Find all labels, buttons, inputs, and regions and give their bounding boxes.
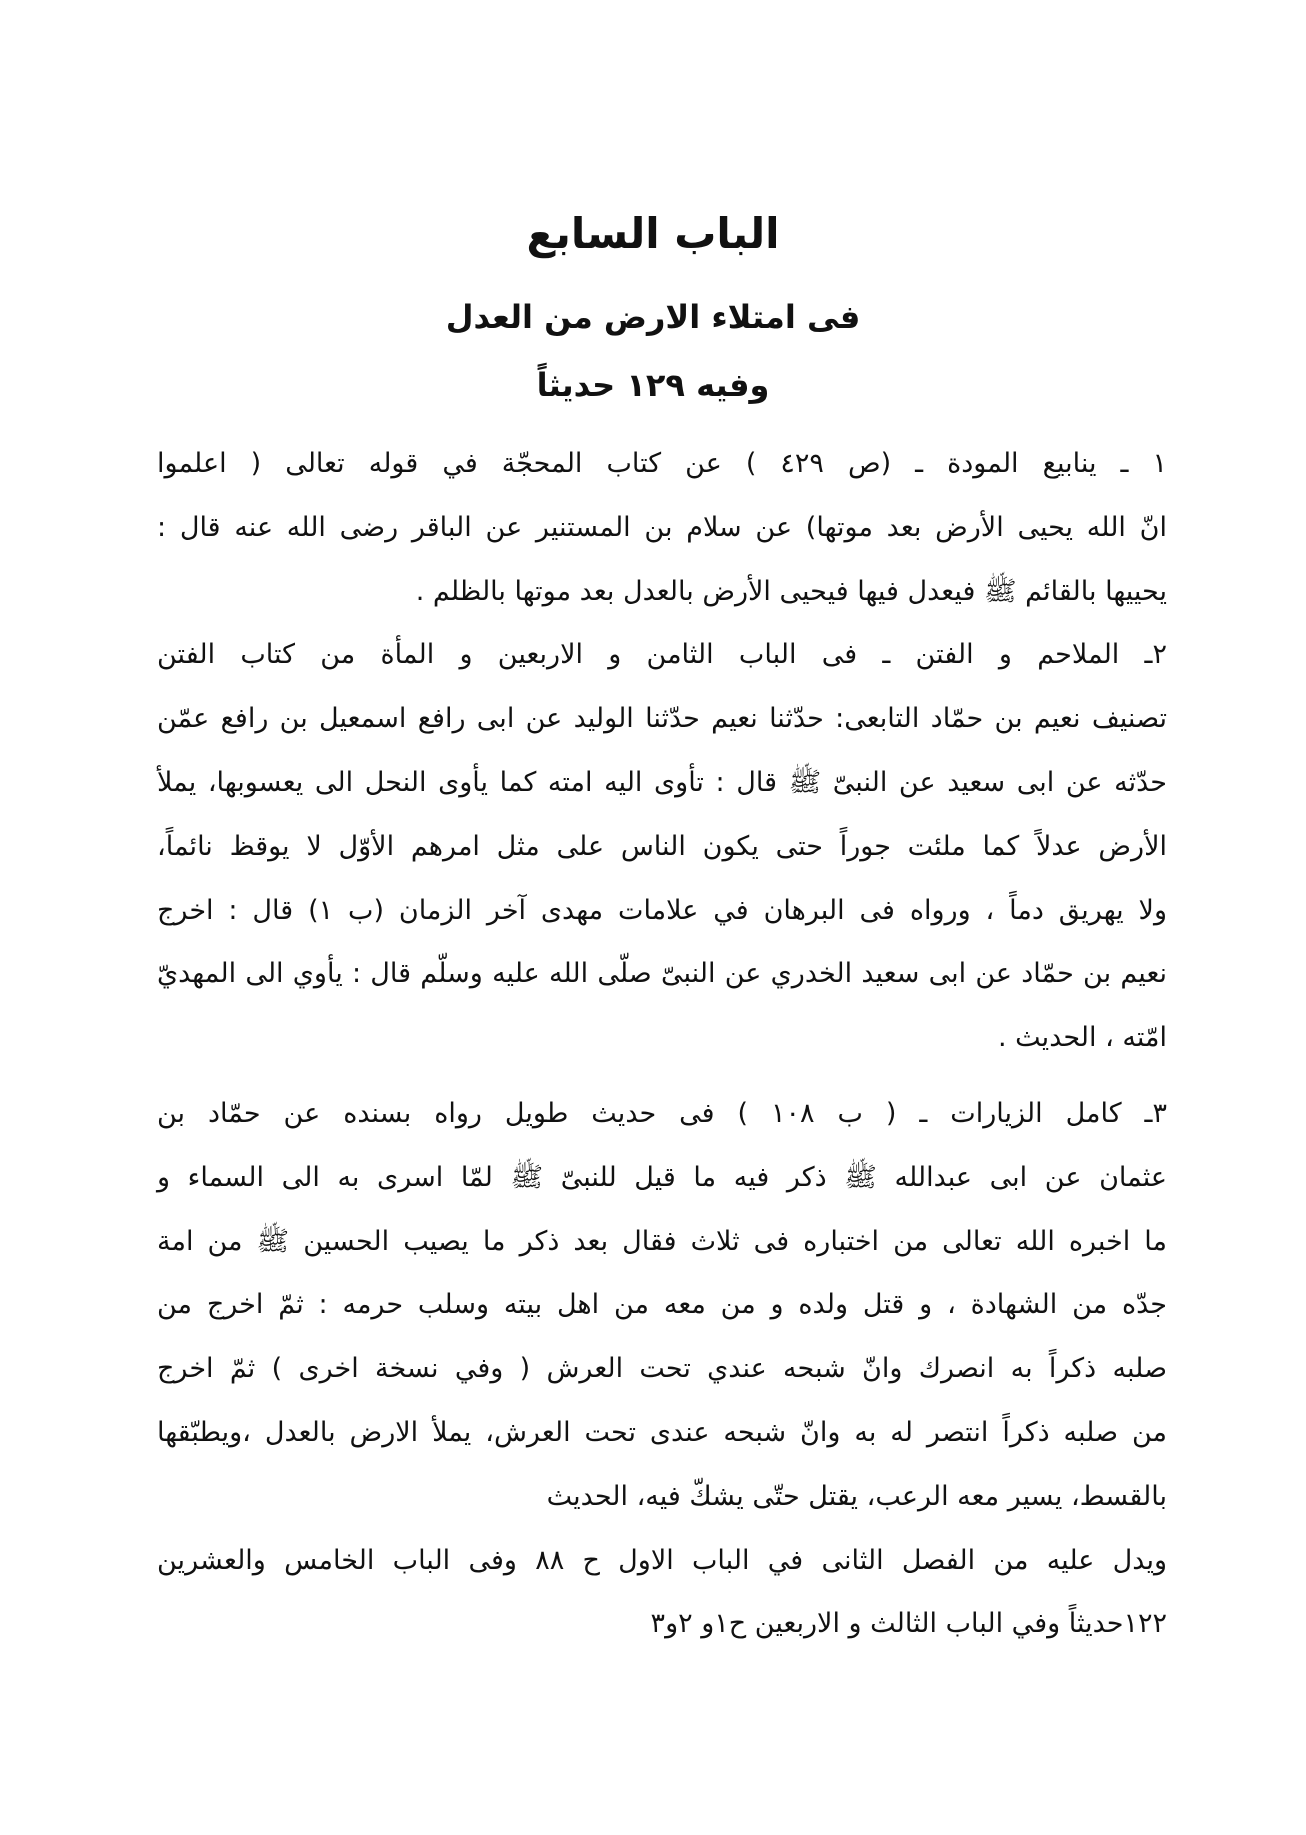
hadith-count: وفیه ۱۲۹ حدیثاً	[536, 366, 770, 404]
entry-1	[157, 432, 1167, 623]
text-line: یحییها بالقائم ﷺ فیعدل فیها فیحیی الأرض بالعدل بعد موتها بالظلم .	[415, 575, 1167, 607]
text-line: انّ الله یحیی الأرض بعد موتها) عن سلام بن المستنیر عن الباقر رضی الله عنه قال :	[157, 511, 1167, 543]
entry-3	[157, 1082, 1167, 1529]
text-line: جدّه من الشهادة ، و قتل ولده و من معه من اهل بیته وسلب حرمه : ثمّ اخرج من	[157, 1289, 1167, 1321]
entry-4	[157, 1529, 1167, 1657]
text-line: ۱ ـ ینابیع المودة ـ (ص ٤۲۹ ) عن کتاب المحجّة في قوله تعالی ( اعلموا	[157, 448, 1167, 479]
text-line: تصنیف نعیم بن حمّاد التابعی: حدّثنا نعیم حدّثنا الولید عن ابی رافع اسمعیل بن رافع عمّن	[157, 703, 1167, 735]
text-line: امّته ، الحدیث .	[998, 1022, 1167, 1054]
chapter-subtitle: فی امتلاء الارض من العدل	[445, 298, 861, 336]
text-line: عثمان عن ابی عبدالله ﷺ ذکر فیه ما قیل للنبیّ ﷺ لمّا اسری به الی السماء و	[157, 1161, 1167, 1193]
text-line: حدّثه عن ابی سعید عن النبیّ ﷺ قال : تأوی الیه امته کما یأوی النحل الی یعسوبها، یملأ	[157, 766, 1167, 798]
text-line: الأرض عدلاً کما ملئت جوراً حتی یکون الناس علی مثل امرهم الأوّل لا یوقظ نائماً،	[157, 830, 1167, 862]
text-line: بالقسط، یسیر معه الرعب، یقتل حتّی یشكّ فیه، الحدیث	[546, 1480, 1167, 1512]
body-text	[157, 432, 1167, 1656]
text-line: ۲ـ الملاحم و الفتن ـ فی الباب الثامن و الاربعین و المأة من کتاب الفتن	[157, 639, 1167, 671]
text-line: من صلبه ذکراً انتصر له به وانّ شبحه عندی تحت العرش، یملأ الارض بالعدل ،ویطبّقها	[157, 1416, 1167, 1448]
text-line: ولا یهریق دماً ، ورواه فی البرهان في علامات مهدی آخر الزمان (ب ۱) قال : اخرج	[157, 894, 1167, 926]
text-line: نعیم بن حمّاد عن ابی سعید الخدري عن النبیّ صلّی الله علیه وسلّم قال : یأوي الی المهديّ	[157, 958, 1167, 990]
text-line: ۱۲۲حدیثاً وفي الباب الثالث و الاربعین ح۱و ۲و۳	[650, 1608, 1167, 1640]
text-line: ما اخبره الله تعالی من اختباره فی ثلاث فقال بعد ذکر ما یصیب الحسین ﷺ من امة	[157, 1225, 1167, 1257]
text-line: ویدل علیه من الفصل الثانی في الباب الاول ح ۸۸ وفی الباب الخامس والعشرین	[157, 1544, 1167, 1576]
text-line: صلبه ذکراً به انصرك وانّ شبحه عندي تحت العرش ( وفي نسخة اخری ) ثمّ اخرج	[157, 1353, 1167, 1385]
entry-2	[157, 623, 1167, 1070]
text-line: ۳ـ کامل الزیارات ـ ( ب ۱۰۸ ) فی حدیث طویل رواه بسنده عن حمّاد بن	[157, 1097, 1167, 1129]
chapter-title: الباب السابع	[526, 209, 780, 258]
